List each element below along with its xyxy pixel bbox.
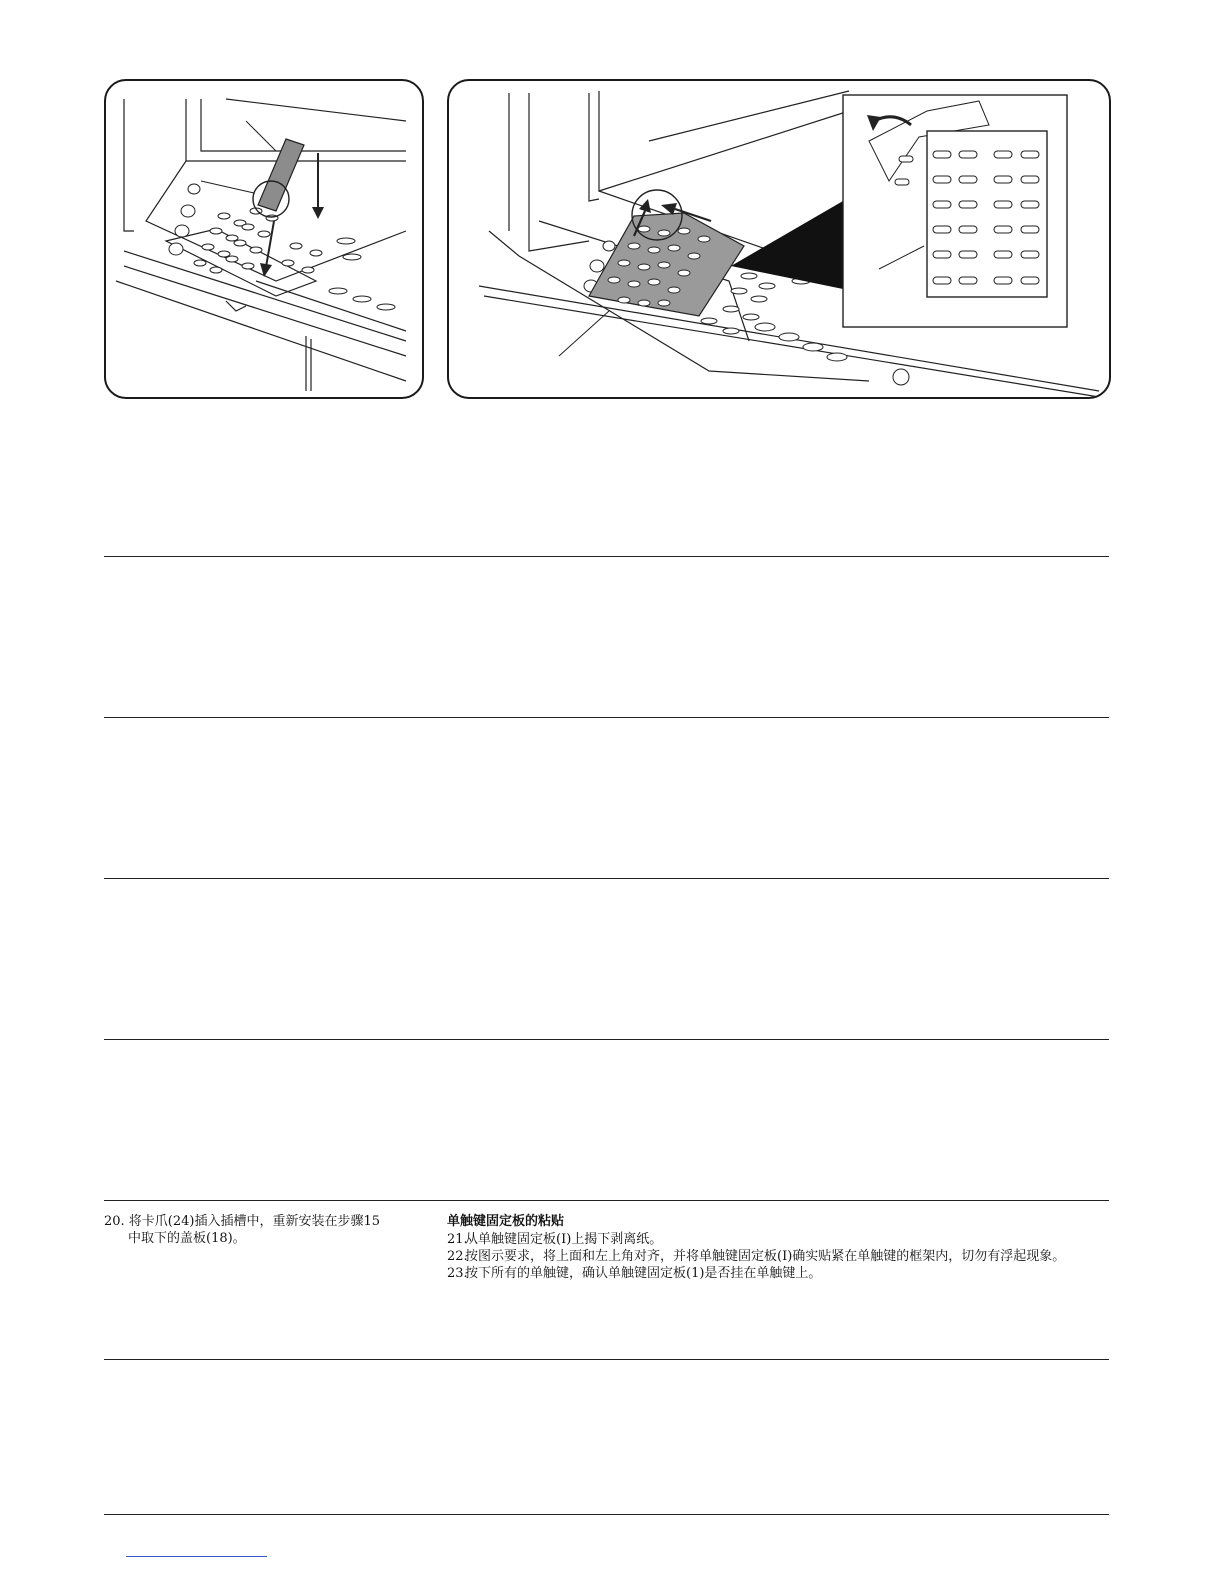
machine-illustration-right bbox=[449, 81, 1109, 397]
divider bbox=[104, 1200, 1109, 1201]
divider bbox=[104, 717, 1109, 718]
divider bbox=[104, 1514, 1109, 1515]
keysheet-section bbox=[447, 1213, 1109, 1282]
step-text: 按下所有的单触键，确认单触键固定板(1)是否挂在单触键上。 bbox=[465, 1266, 822, 1281]
step-20-instruction bbox=[104, 1213, 424, 1247]
step-20-line1: 20. 将卡爪(24)插入插槽中，重新安装在步骤15 bbox=[104, 1214, 381, 1229]
step-number: 21. bbox=[447, 1232, 468, 1247]
section-title: 单触键固定板的粘贴 bbox=[447, 1214, 565, 1229]
footer-link-underline[interactable] bbox=[126, 1556, 267, 1557]
step-number: 23. bbox=[447, 1266, 468, 1281]
illustration-keysheet-attach bbox=[447, 79, 1111, 399]
claw-part bbox=[258, 139, 304, 211]
divider bbox=[104, 878, 1109, 879]
divider bbox=[104, 556, 1109, 557]
step-21-instruction bbox=[447, 1231, 1109, 1248]
arrow-down-icon bbox=[312, 153, 324, 219]
illustration-claw-insert bbox=[104, 79, 424, 399]
step-text: 按图示要求，将上面和左上角对齐，并将单触键固定板(I)确实贴紧在单触键的框架内，切勿有浮起现象。 bbox=[465, 1249, 1066, 1264]
step-text: 从单触键固定板(I)上揭下剥离纸。 bbox=[465, 1232, 663, 1247]
step-23-instruction bbox=[447, 1265, 1109, 1282]
step-20-line2: 中取下的盖板(18)。 bbox=[128, 1231, 246, 1246]
divider bbox=[104, 1359, 1109, 1360]
machine-illustration-left bbox=[106, 81, 422, 397]
step-22-instruction bbox=[447, 1248, 1109, 1265]
step-number: 22. bbox=[447, 1249, 468, 1264]
divider bbox=[104, 1039, 1109, 1040]
